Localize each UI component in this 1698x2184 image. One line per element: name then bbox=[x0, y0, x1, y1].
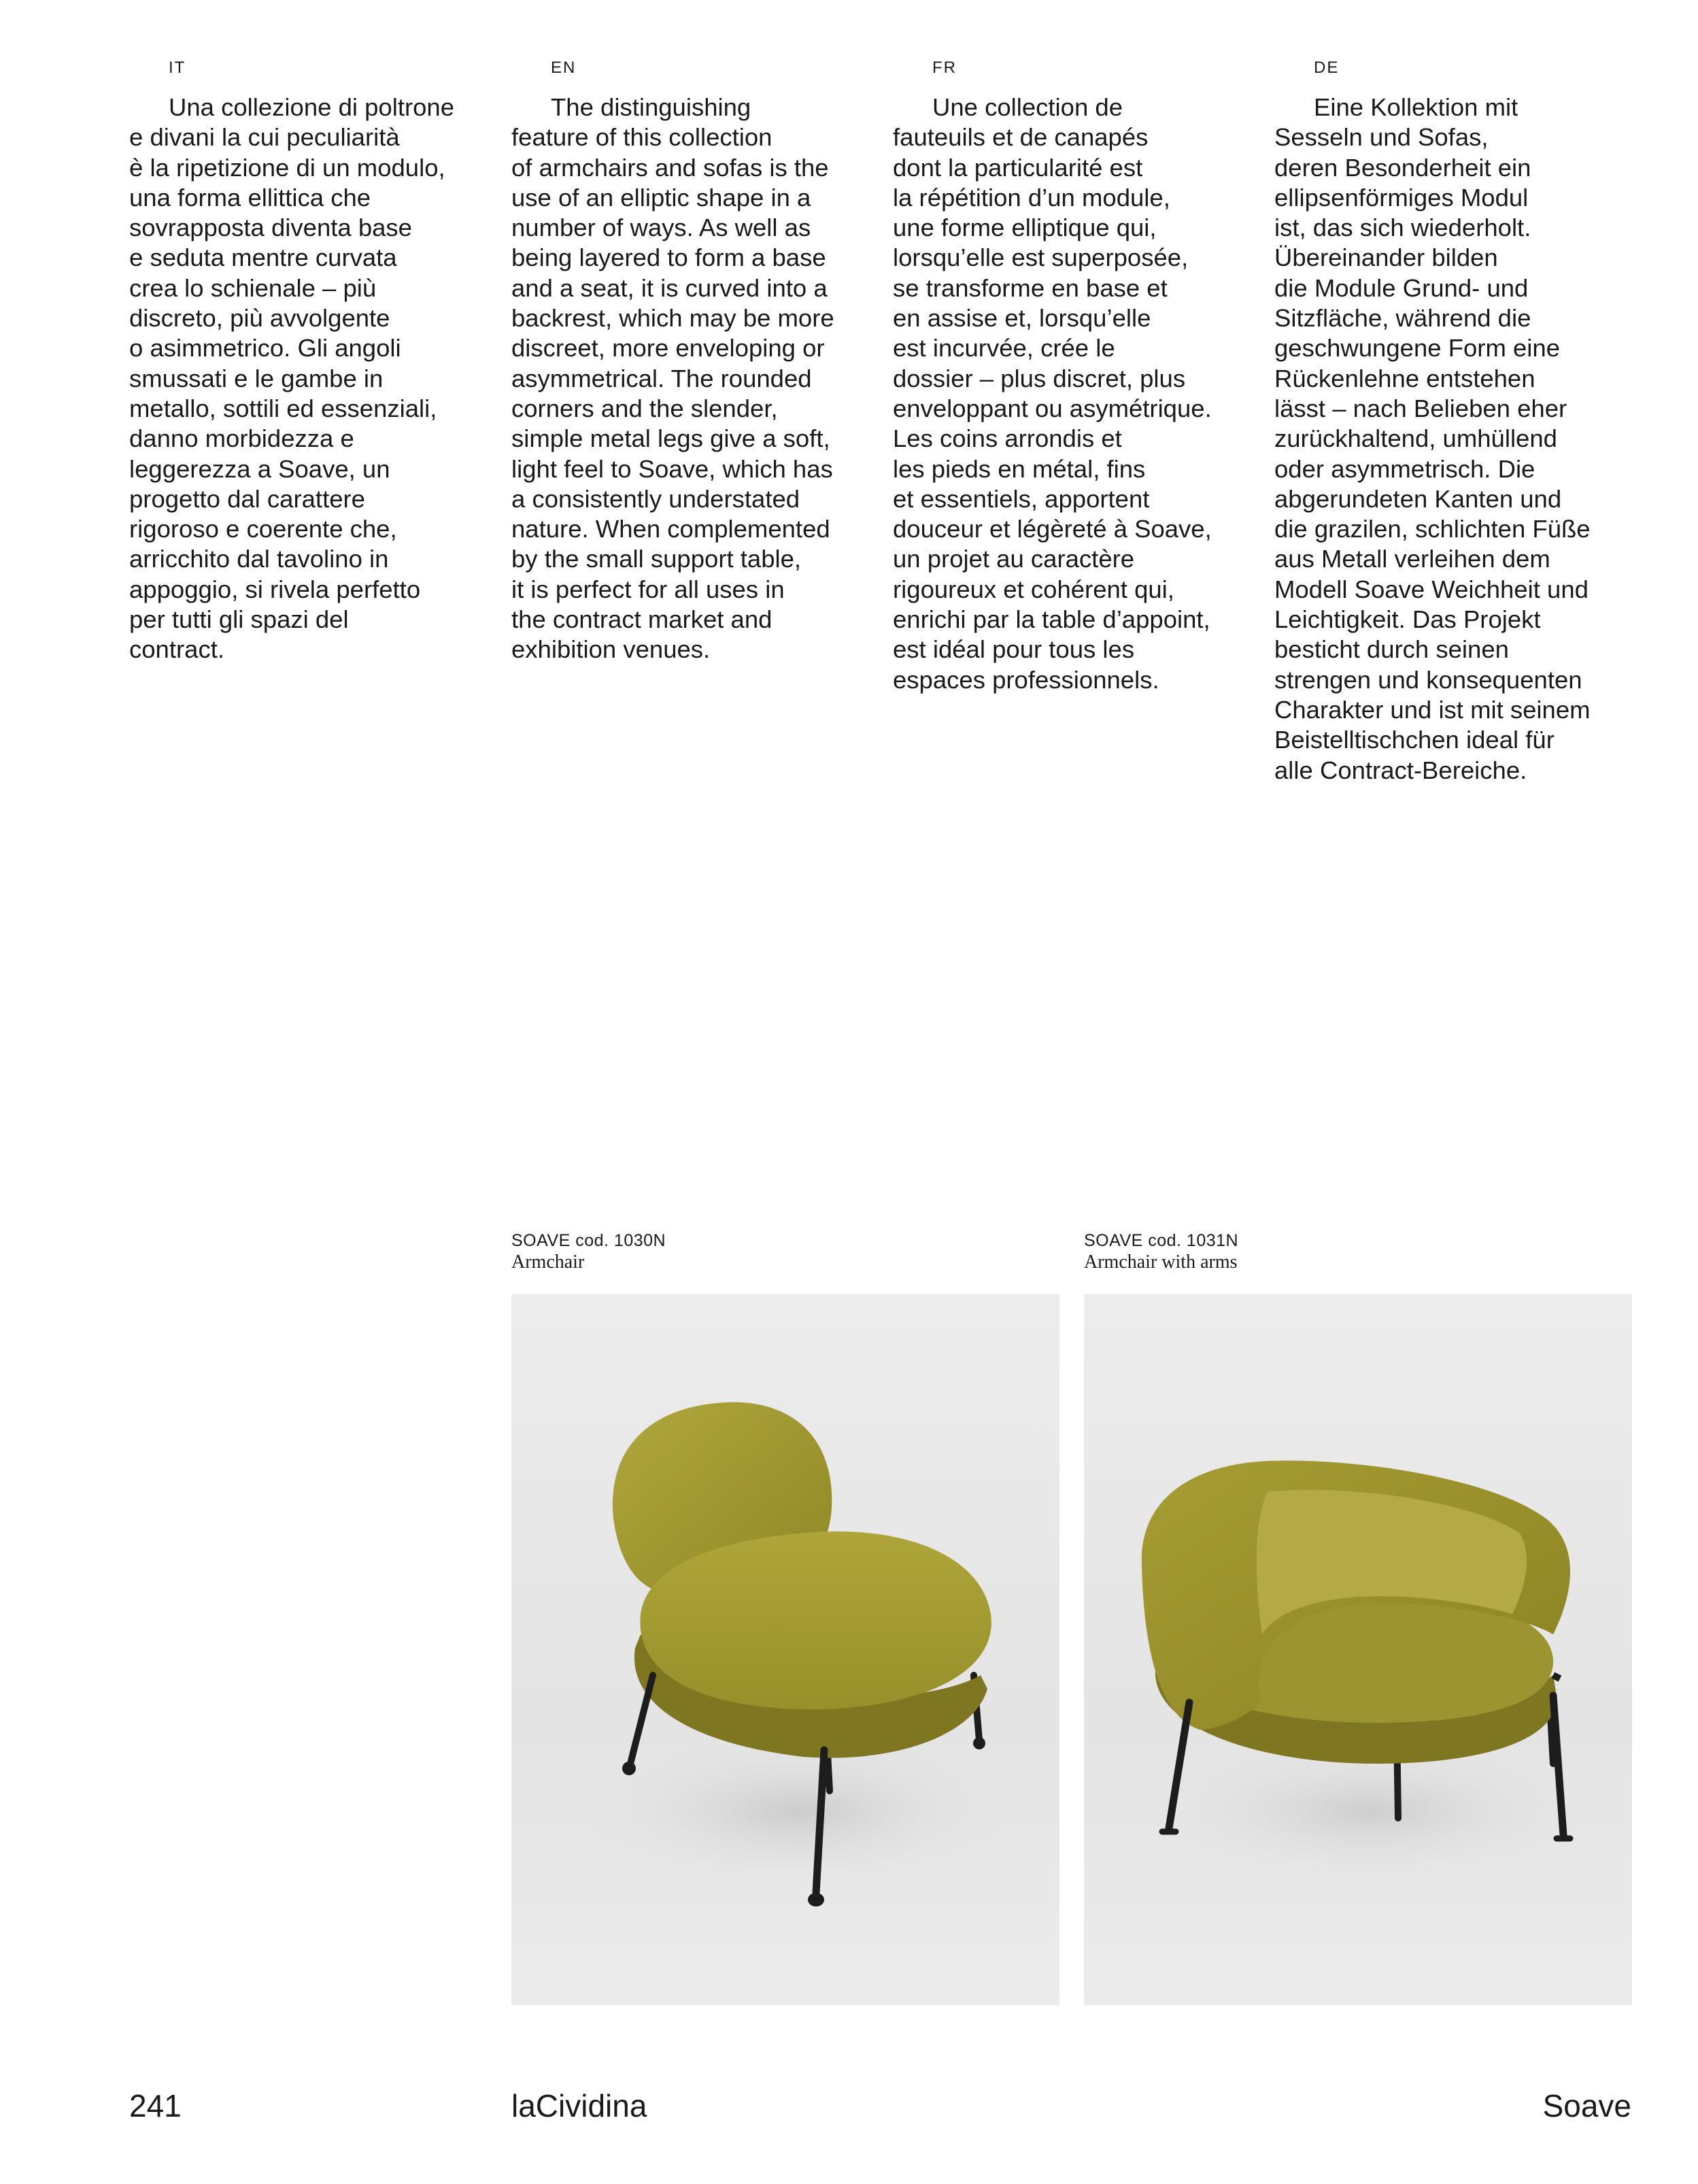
text-column-en bbox=[511, 58, 879, 665]
product-caption-armchair-with-arms bbox=[1084, 1230, 1492, 1273]
product-caption-armchair bbox=[511, 1230, 919, 1273]
language-label-it: IT bbox=[169, 58, 186, 77]
product-code: SOAVE cod. 1030N bbox=[511, 1231, 666, 1250]
description-fr: Une collection de fauteuils et de canapés dont la particularité est la répétition d’un module, une forme elliptique qui, lorsqu’elle est superposée, se transforme en base et en assise et, lorsqu’elle est incurvée, crée le dossier – plus discret, plus enveloppant ou asymétrique. Les coins arrondis et les pieds en métal, fins et essentiels, apportent douceur et légèreté à Soave, un projet au caractère rigoureux et cohérent qui, enrichi par la table d’appoint, est idéal pour tous les espaces professionnels. bbox=[893, 93, 1212, 694]
collection-name: Soave bbox=[1542, 2088, 1631, 2123]
language-label-en: EN bbox=[551, 58, 577, 77]
text-column-it bbox=[129, 58, 496, 665]
product-photo-armchair bbox=[511, 1294, 1059, 2005]
product-code: SOAVE cod. 1031N bbox=[1084, 1231, 1239, 1250]
description-de: Eine Kollektion mit Sesseln und Sofas, deren Besonderheit ein ellipsenförmiges Modul ist, das sich wiederholt. Übereinander bilden die Module Grund- und Sitzfläche, während die geschwungene Form eine Rückenlehne entstehen lässt – nach Belieben eher zurückhaltend, umhüllend oder asymmetrisch. Die abgerundeten Kanten und die grazilen, schlichten Füße aus Metall verleihen dem Modell Soave Weichheit und Leichtigkeit. Das Projekt besticht durch seinen strengen und konsequenten Charakter und ist mit seinem Beistelltischchen ideal für alle Contract-Bereiche. bbox=[1274, 93, 1591, 784]
text-column-fr bbox=[893, 58, 1260, 695]
product-name: Armchair with arms bbox=[1084, 1251, 1238, 1273]
armchair-with-arms-illustration bbox=[1084, 1294, 1632, 2005]
description-en: The distinguishing feature of this collection of armchairs and sofas is the use of an elliptic shape in a number of ways. As well as being layered to form a base and a seat, it is curved into a backrest, which may be more discreet, more enveloping or asymmetrical. The rounded corners and the slender, simple metal legs give a soft, light feel to Soave, which has a consistently understated nature. When complemented by the small support table, it is perfect for all uses in the contract market and exhibition venues. bbox=[511, 93, 834, 664]
language-label-de: DE bbox=[1314, 58, 1340, 77]
page-number: 241 bbox=[129, 2088, 182, 2123]
armchair-illustration bbox=[511, 1294, 1059, 2005]
product-name: Armchair bbox=[511, 1251, 585, 1273]
brand-name: laCividina bbox=[511, 2088, 647, 2123]
text-column-de bbox=[1274, 58, 1642, 786]
product-photo-armchair-with-arms bbox=[1084, 1294, 1632, 2005]
seat-cushion-shape bbox=[640, 1532, 991, 1710]
description-it: Una collezione di poltrone e divani la cui peculiarità è la ripetizione di un modulo, una forma ellittica che sovrapposta diventa base e seduta mentre curvata crea lo schienale – più discreto, più avvolgente o asimmetrico. Gli angoli smussati e le gambe in metallo, sottili ed essenziali, danno morbidezza e leggerezza a Soave, un progetto dal carattere rigoroso e coerente che, arricchito dal tavolino in appoggio, si rivela perfetto per tutti gli spazi del contract. bbox=[129, 93, 455, 664]
language-label-fr: FR bbox=[932, 58, 957, 77]
